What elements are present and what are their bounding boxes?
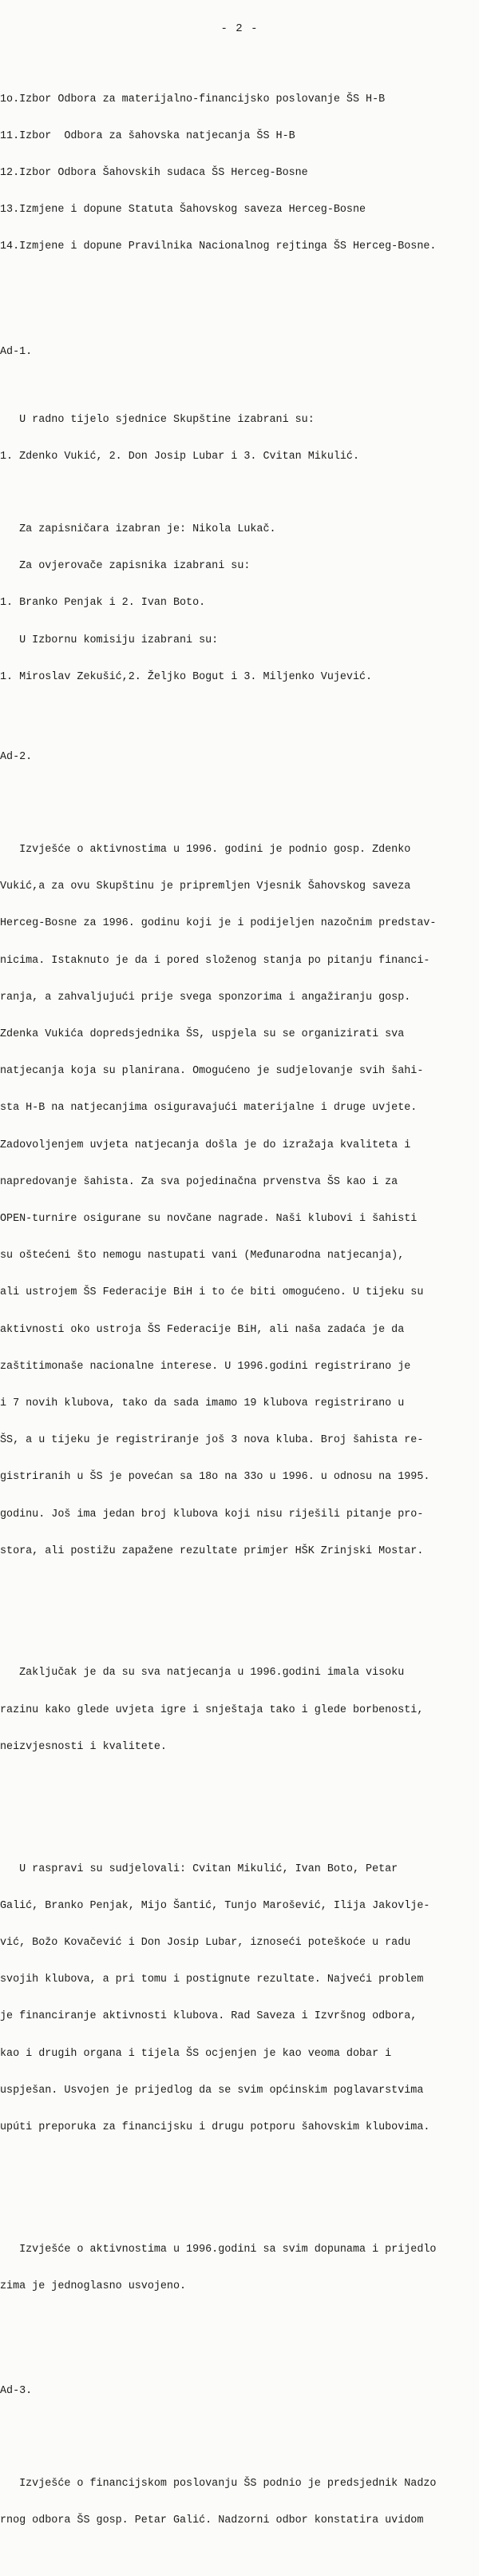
ad2-paragraph-2 <box>0 1643 479 1778</box>
agenda-item: 14.Izmjene i dopune Pravilnika Nacionalnog rejtinga ŠS Herceg-Bosne. <box>0 241 437 253</box>
agenda-item: 11.Izbor Odbora za šahovska natjecanja ŠS H-B <box>0 129 295 142</box>
paragraph-line: zaštitimonaše nacionalne interese. U 1996.godini registrirano je <box>0 1360 411 1373</box>
section-heading-ad1: Ad-1. <box>0 345 33 358</box>
paragraph-line: U radno tijelo sjednice Skupštine izabrani su: <box>0 413 315 426</box>
paragraph-line: 1. Branko Penjak i 2. Ivan Boto. <box>0 597 206 610</box>
paragraph-line: gistriranih u ŠS je povećan sa 18o na 33o u 1996. u odnosu na 1995. <box>0 1471 430 1484</box>
paragraph-line: Za ovjerovače zapisnika izabrani su: <box>0 560 251 573</box>
agenda-item: 1o.Izbor Odbora za materijalno-financijsko poslovanje ŠS H-B <box>0 93 386 105</box>
paragraph-line: i 7 novih klubova, tako da sada imamo 19 klubova registrirano u <box>0 1397 405 1410</box>
ad2-paragraph-4 <box>0 2219 479 2317</box>
document-body <box>0 44 479 2576</box>
paragraph-line: uspješan. Usvojen je prijedlog da se svim općinskim poglavarstvima <box>0 2084 424 2097</box>
paragraph-line: Izvješće o aktivnostima u 1996. godini je podnio gosp. Zdenko <box>0 843 411 856</box>
ad3-paragraph-1 <box>0 2453 479 2551</box>
paragraph-line: Herceg-Bosne za 1996. godinu koji je i podijeljen nazočnim predstav- <box>0 917 437 930</box>
paragraph-line: natjecanja koja su planirana. Omogućeno je sudjelovanje svih šahi- <box>0 1065 424 1078</box>
paragraph-line: vić, Božo Kovačević i Don Josip Lubar, iznoseći poteškoće u radu <box>0 1936 411 1949</box>
paragraph-line: Galić, Branko Penjak, Mijo Šantić, Tunjo Marošević, Ilija Jakovlje- <box>0 1899 430 1912</box>
paragraph-line: sta H-B na natjecanjima osiguravajući materijalne i druge uvjete. <box>0 1102 418 1115</box>
paragraph-line: je financiranje aktivnosti klubova. Rad Saveza i Izvršnog odbora, <box>0 2010 418 2023</box>
paragraph-line: 1. Miroslav Zekušić,2. Željko Bogut i 3. Miljenko Vujević. <box>0 670 373 683</box>
paragraph-line: Izvješće o financijskom poslovanju ŠS podnio je predsjednik Nadzo <box>0 2477 437 2490</box>
paragraph-line: Za zapisničara izabran je: Nikola Lukač. <box>0 523 276 535</box>
section-heading-ad3: Ad-3. <box>0 2385 33 2398</box>
section-heading-ad2: Ad-2. <box>0 751 33 764</box>
paragraph-line: rnog odbora ŠS gosp. Petar Galić. Nadzorni odbor konstatira uvidom <box>0 2514 424 2527</box>
paragraph-line: razinu kako glede uvjeta igre i snještaja tako i glede borbenosti, <box>0 1703 424 1716</box>
page-number: - 2 - <box>220 22 259 35</box>
paragraph-line: Zdenka Vukića dopredsjednika ŠS, uspjela su se organizirati sva <box>0 1028 405 1040</box>
paragraph-line: su oštećeni što nemogu nastupati vani (Međunarodna natjecanja), <box>0 1250 405 1262</box>
paragraph-line: svojih klubova, a pri tomu i postignute rezultate. Najveći problem <box>0 1974 424 1986</box>
paragraph-line: ŠS, a u tijeku je registriranje još 3 nova kluba. Broj šahista re- <box>0 1434 424 1447</box>
paragraph-line: Izvješće o aktivnostima u 1996.godini sa svim dopunama i prijedlo <box>0 2243 437 2256</box>
paragraph-line: Zaključak je da su sva natjecanja u 1996.godini imala visoku <box>0 1667 405 1680</box>
paragraph-line: upúti preporuka za financijsku i drugu potporu šahovskim klubovima. <box>0 2121 430 2133</box>
paragraph-line: aktivnosti oko ustroja ŠS Federacije BiH, ali naša zadaća je da <box>0 1323 405 1336</box>
paragraph-line: U Izbornu komisiju izabrani su: <box>0 634 219 646</box>
paragraph-line: ali ustrojem ŠS Federacije BiH i to će biti omogućeno. U tijeku su <box>0 1286 424 1299</box>
paragraph-line: kao i drugih organa i tijela ŠS ocjenjen je kao veoma dobar i <box>0 2047 392 2060</box>
paragraph-line: neizvjesnosti i kvalitete. <box>0 1740 167 1753</box>
paragraph-line: U raspravi su sudjelovali: Cvitan Mikulić, Ivan Boto, Petar <box>0 1862 398 1875</box>
ad2-paragraph-1 <box>0 819 479 1582</box>
paragraph-line: nicima. Istaknuto je da i pored složenog stanja po pitanju financi- <box>0 954 430 967</box>
agenda-item: 13.Izmjene i dopune Statuta Šahovskog saveza Herceg-Bosne <box>0 204 366 217</box>
paragraph-line: 1. Zdenko Vukić, 2. Don Josip Lubar i 3. Cvitan Mikulić. <box>0 450 359 463</box>
ad2-paragraph-3 <box>0 1839 479 2158</box>
paragraph-line: ranja, a zahvaljujući prije svega sponzorima i angažiranju gosp. <box>0 991 411 1004</box>
agenda-item: 12.Izbor Odbora Šahovskih sudaca ŠS Herceg-Bosne <box>0 167 308 180</box>
paragraph-line: napredovanje šahista. Za sva pojedinačna prvenstva ŠS kao i za <box>0 1175 398 1188</box>
paragraph-line: OPEN-turnire osigurane su novčane nagrade. Naši klubovi i šahisti <box>0 1213 418 1225</box>
agenda-list <box>0 69 479 278</box>
paragraph-line: godinu. Još ima jedan broj klubova koji nisu riješili pitanje pro- <box>0 1508 424 1521</box>
paragraph-line: zima je jednoglasno usvojeno. <box>0 2280 187 2292</box>
paragraph-line: Vukić,a za ovu Skupštinu je pripremljen Vjesnik Šahovskog saveza <box>0 881 411 893</box>
paragraph-line: stora, ali postižu zapažene rezultate primjer HŠK Zrinjski Mostar. <box>0 1544 424 1557</box>
paragraph-line: Zadovoljenjem uvjeta natjecanja došla je do izražaja kvaliteta i <box>0 1139 411 1151</box>
